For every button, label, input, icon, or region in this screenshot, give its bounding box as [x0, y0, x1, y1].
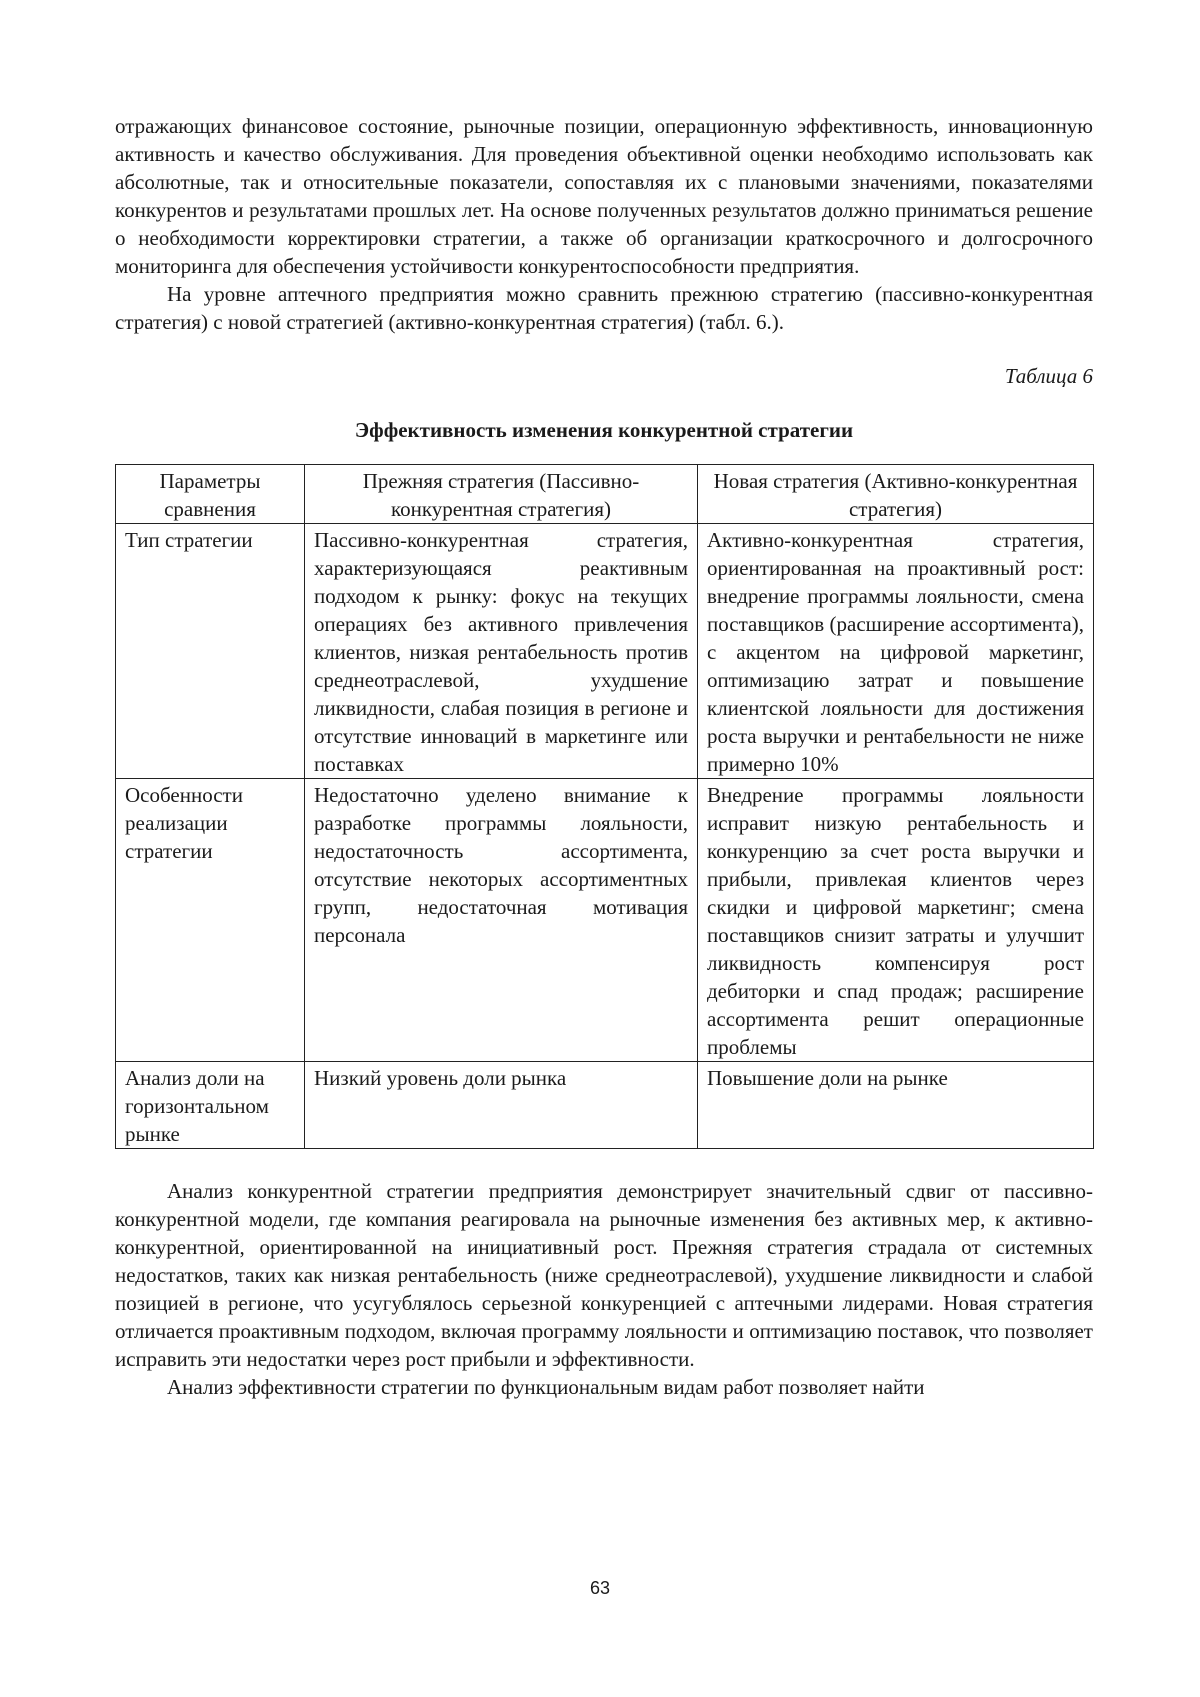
paragraph: Анализ конкурентной стратегии предприятия демонстрирует значительный сдвиг от пассивно-конкурентной модели, где компания реагировала на рыночные изменения без активных мер, к активно-конкурентной, ориентированной на инициативный рост. Прежняя стратегия страдала от системных недостатков, таких как низкая рентабельность (ниже среднеотраслевой), ухудшение ликвидности и слабой позицией в регионе, что усугублялось серьезной конкуренцией с аптечными лидерами. Новая стратегия отличается проактивным подходом, включая программу лояльности и оптимизацию поставок, что позволяет исправить эти недостатки через рост прибыли и эффективности.	[115, 1179, 1093, 1371]
table-title: Эффективность изменения конкурентной стратегии	[354, 418, 854, 442]
paragraph: Анализ эффективности стратегии по функциональным видам работ позволяет найти	[167, 1375, 925, 1399]
paragraph: На уровне аптечного предприятия можно сравнить прежнюю стратегию (пассивно-конкурентная стратегия) с новой стратегией (активно-конкурентная стратегия) (табл. 6.).	[115, 282, 1093, 334]
table-cell: Активно-конкурентная стратегия, ориентированная на проактивный рост: внедрение программы лояльности, смена поставщиков (расширение ассортимента), с акцентом на цифровой маркетинг, оптимизацию затрат и повышение клиентской лояльности для достижения роста выручки и рентабельности не ниже примерно 10%	[698, 524, 1094, 779]
table-cell: Низкий уровень доли рынка	[305, 1062, 698, 1149]
table-caption: Таблица 6	[1004, 364, 1093, 388]
paragraph: отражающих финансовое состояние, рыночные позиции, операционную эффективность, инновационную активность и качество обслуживания. Для проведения объективной оценки необходимо использовать как абсолютные, так и относительные показатели, сопоставляя их с плановыми значениями, показателями конкурентов и результатами прошлых лет. На основе полученных результатов должно приниматься решение о необходимости корректировки стратегии, а также об организации краткосрочного и долгосрочного мониторинга для обеспечения устойчивости конкурентоспособности предприятия.	[115, 114, 1093, 278]
table-cell: Пассивно-конкурентная стратегия, характеризующаяся реактивным подходом к рынку: фокус на текущих операциях без активного привлечения клиентов, низкая рентабельность против среднеотраслевой, ухудшение ликвидности, слабая позиция в регионе и отсутствие инноваций в маркетинге или поставках	[305, 524, 698, 779]
table-cell: Недостаточно уделено внимание к разработке программы лояльности, недостаточность ассортимента, отсутствие некоторых ассортиментных групп, недостаточная мотивация персонала	[305, 779, 698, 1062]
table-cell: Анализ доли на горизонтальном рынке	[116, 1062, 305, 1149]
table-row	[116, 524, 1094, 779]
table-header-row	[116, 465, 1094, 524]
table-cell: Повышение доли на рынке	[698, 1062, 1094, 1149]
table-row	[116, 779, 1094, 1062]
header-old-strategy: Прежняя стратегия (Пассивно-конкурентная стратегия)	[305, 465, 698, 524]
table-cell: Особенности реализации стратегии	[116, 779, 305, 1062]
table-row	[116, 1062, 1094, 1149]
document-page	[115, 112, 1093, 1401]
comparison-table	[115, 464, 1094, 1149]
table-cell: Тип стратегии	[116, 524, 305, 779]
page-number: 63	[589, 1578, 611, 1598]
header-new-strategy: Новая стратегия (Активно-конкурентная стратегия)	[698, 465, 1094, 524]
table-cell: Внедрение программы лояльности исправит низкую рентабельность и конкуренцию за счет роста выручки и прибыли, привлекая клиентов через скидки и цифровой маркетинг; смена поставщиков снизит затраты и улучшит ликвидность компенсируя рост дебиторки и спад продаж; расширение ассортимента решит операционные проблемы	[698, 779, 1094, 1062]
header-parameters: Параметры сравнения	[116, 465, 305, 524]
